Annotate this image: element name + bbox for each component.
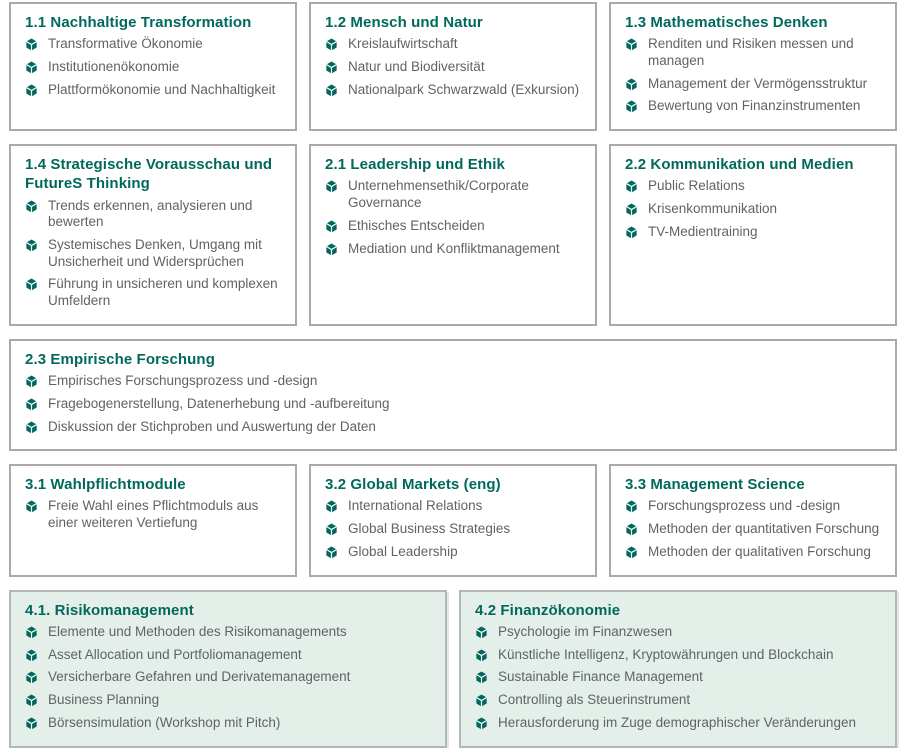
cube-module-icon — [25, 717, 38, 730]
cube-module-icon — [475, 694, 488, 707]
module-list — [25, 198, 283, 310]
module-item-label: Global Leadership — [348, 543, 458, 559]
module-list-item — [25, 276, 283, 309]
module-list — [25, 373, 883, 435]
module-item-label: Controlling als Steuerinstrument — [498, 692, 691, 708]
module-item-label: Unternehmensethik/Corporate Governance — [348, 178, 529, 211]
module-item-label: Mediation und Konfliktmanagement — [348, 240, 560, 256]
cube-module-icon — [325, 546, 338, 559]
module-item-label: Institutionenökonomie — [48, 58, 180, 74]
cube-module-icon — [25, 694, 38, 707]
cube-module-icon — [625, 38, 638, 51]
module-item-label: Public Relations — [648, 178, 745, 194]
module-list-item — [325, 241, 583, 258]
module-list — [325, 36, 583, 98]
module-list — [325, 498, 583, 560]
module-title: 4.1. Risikomanagement — [25, 601, 194, 619]
cube-module-icon — [475, 626, 488, 639]
module-card — [609, 464, 897, 576]
module-title: 1.2 Mensch und Natur — [325, 14, 483, 31]
module-card — [9, 144, 297, 326]
cube-module-icon — [325, 61, 338, 74]
module-list — [475, 624, 883, 732]
module-row — [9, 590, 897, 748]
cube-module-icon — [25, 84, 38, 97]
module-list-item — [325, 544, 583, 561]
module-title: 1.3 Mathematisches Denken — [625, 14, 828, 31]
module-card — [459, 590, 897, 748]
module-list-item — [325, 498, 583, 515]
module-item-label: Transformative Ökonomie — [48, 36, 203, 52]
module-item-label: Kreislaufwirtschaft — [348, 36, 458, 52]
module-item-label: Forschungsprozess und -design — [648, 498, 841, 514]
module-list-item — [625, 498, 883, 515]
module-list-item — [625, 178, 883, 195]
cube-module-icon — [325, 84, 338, 97]
module-item-label: Renditen und Risiken messen und managen — [648, 36, 854, 68]
module-list-item — [475, 624, 883, 641]
module-list-item — [25, 419, 883, 436]
cube-module-icon — [475, 649, 488, 662]
module-list-item — [325, 36, 583, 53]
module-title: 2.1 Leadership und Ethik — [325, 156, 505, 174]
module-list-item — [625, 521, 883, 538]
module-list-item — [25, 396, 883, 413]
cube-module-icon — [475, 671, 488, 684]
module-item-label: Börsensimulation (Workshop mit Pitch) — [48, 714, 281, 730]
module-item-label: Psychologie im Finanzwesen — [498, 623, 673, 639]
module-card — [9, 590, 447, 748]
cube-module-icon — [25, 626, 38, 639]
module-list — [625, 178, 883, 240]
module-list-item — [325, 218, 583, 235]
cube-module-icon — [475, 717, 488, 730]
module-item-label: TV-Medientraining — [648, 223, 758, 239]
cube-module-icon — [25, 61, 38, 74]
module-title: 3.3 Management Science — [625, 476, 805, 494]
cube-module-icon — [625, 226, 638, 239]
module-list — [25, 498, 283, 531]
cube-module-icon — [25, 500, 38, 513]
module-card — [609, 2, 897, 131]
module-title: 1.1 Nachhaltige Transformation — [25, 14, 252, 31]
module-item-label: Systemisches Denken, Umgang mit Unsicherheit und Widersprüchen — [48, 236, 262, 269]
module-item-label: Herausforderung im Zuge demographischer Veränderungen — [498, 714, 856, 730]
module-list-item — [25, 36, 283, 53]
cube-module-icon — [625, 180, 638, 193]
module-item-label: Fragebogenerstellung, Datenerhebung und -aufbereitung — [48, 395, 390, 411]
module-card — [9, 339, 897, 451]
module-item-label: Ethisches Entscheiden — [348, 217, 485, 233]
module-list-item — [475, 669, 883, 686]
module-item-label: Krisenkommunikation — [648, 201, 778, 217]
module-item-label: Elemente und Methoden des Risikomanagements — [48, 623, 347, 639]
module-list-item — [625, 98, 883, 115]
module-list — [625, 498, 883, 560]
module-list-item — [475, 715, 883, 732]
cube-module-icon — [625, 100, 638, 113]
module-list-item — [25, 669, 433, 686]
cube-module-icon — [625, 523, 638, 536]
module-item-label: Künstliche Intelligenz, Kryptowährungen und Blockchain — [498, 646, 834, 662]
cube-module-icon — [25, 375, 38, 388]
module-item-label: Freie Wahl eines Pflichtmoduls aus einer weiteren Vertiefung — [48, 498, 259, 531]
module-title: 3.1 Wahlpflichtmodule — [25, 476, 186, 494]
cube-module-icon — [325, 180, 338, 193]
module-item-label: Business Planning — [48, 692, 160, 708]
module-list-item — [25, 647, 433, 664]
module-item-label: Methoden der quantitativen Forschung — [648, 521, 880, 537]
cube-module-icon — [25, 239, 38, 252]
module-list — [25, 624, 433, 732]
module-card — [309, 464, 597, 576]
module-title: 2.3 Empirische Forschung — [25, 350, 215, 368]
module-item-label: Sustainable Finance Management — [498, 669, 703, 685]
module-item-label: Diskussion der Stichproben und Auswertung der Daten — [48, 418, 376, 434]
module-title: 4.2 Finanzökonomie — [475, 601, 621, 619]
cube-module-icon — [25, 38, 38, 51]
module-card — [309, 144, 597, 326]
cube-module-icon — [25, 671, 38, 684]
module-list — [625, 36, 883, 115]
module-list-item — [625, 36, 883, 69]
cube-module-icon — [325, 523, 338, 536]
module-item-label: Trends erkennen, analysieren und bewerten — [48, 197, 253, 230]
module-item-label: Führung in unsicheren und komplexen Umfeldern — [48, 276, 278, 309]
module-list-item — [25, 498, 283, 531]
module-list-item — [25, 59, 283, 76]
module-card — [9, 464, 297, 576]
module-item-label: Versicherbare Gefahren und Derivatemanagement — [48, 669, 351, 685]
module-list-item — [625, 544, 883, 561]
module-list — [25, 36, 283, 98]
module-row — [9, 2, 897, 131]
module-list-item — [25, 624, 433, 641]
module-item-label: Methoden der qualitativen Forschung — [648, 543, 871, 559]
module-item-label: Empirisches Forschungsprozess und -design — [48, 373, 318, 389]
module-card — [309, 2, 597, 131]
module-list-item — [325, 521, 583, 538]
cube-module-icon — [25, 421, 38, 434]
module-list-item — [475, 647, 883, 664]
module-list-item — [325, 82, 583, 99]
cube-module-icon — [625, 500, 638, 513]
cube-module-icon — [25, 398, 38, 411]
module-list — [325, 178, 583, 257]
module-list-item — [325, 178, 583, 211]
module-list-item — [25, 692, 433, 709]
module-list-item — [325, 59, 583, 76]
module-item-label: Bewertung von Finanzinstrumenten — [648, 98, 861, 114]
module-item-label: Management der Vermögensstruktur — [648, 75, 868, 91]
module-title: 1.4 Strategische Vorausschau und FutureS Thinking — [25, 156, 273, 193]
cube-module-icon — [625, 546, 638, 559]
cube-module-icon — [25, 200, 38, 213]
module-item-label: Natur und Biodiversität — [348, 58, 485, 74]
module-item-label: Global Business Strategies — [348, 521, 511, 537]
cube-module-icon — [325, 38, 338, 51]
module-title: 3.2 Global Markets (eng) — [325, 476, 501, 494]
module-list-item — [475, 692, 883, 709]
module-list-item — [25, 82, 283, 99]
cube-module-icon — [25, 278, 38, 291]
module-row — [9, 339, 897, 451]
module-list-item — [625, 224, 883, 241]
module-list-item — [25, 237, 283, 270]
cube-module-icon — [325, 243, 338, 256]
module-list-item — [25, 373, 883, 390]
module-list-item — [625, 201, 883, 218]
cube-module-icon — [25, 649, 38, 662]
module-title: 2.2 Kommunikation und Medien — [625, 156, 854, 174]
module-card — [609, 144, 897, 326]
cube-module-icon — [625, 78, 638, 91]
module-row — [9, 464, 897, 576]
cube-module-icon — [325, 220, 338, 233]
module-item-label: Nationalpark Schwarzwald (Exkursion) — [348, 81, 580, 97]
cube-module-icon — [625, 203, 638, 216]
module-list-item — [625, 76, 883, 93]
module-item-label: Asset Allocation und Portfoliomanagement — [48, 646, 302, 662]
module-item-label: International Relations — [348, 498, 483, 514]
module-list-item — [25, 198, 283, 231]
module-row — [9, 144, 897, 326]
module-item-label: Plattformökonomie und Nachhaltigkeit — [48, 81, 276, 97]
cube-module-icon — [325, 500, 338, 513]
module-card — [9, 2, 297, 131]
module-list-item — [25, 715, 433, 732]
